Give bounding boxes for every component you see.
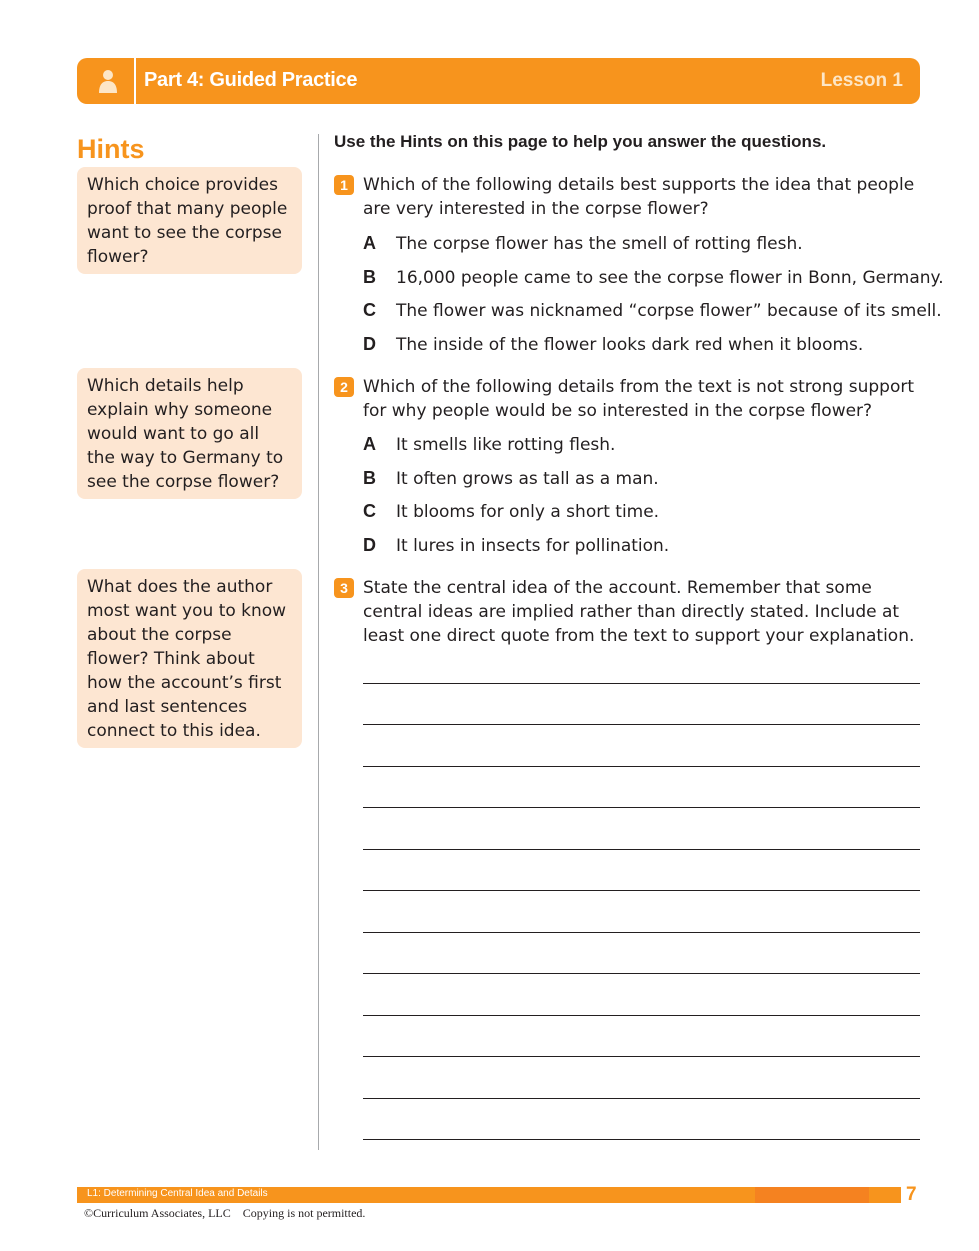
- copyright-notice: ©Curriculum Associates, LLC Copying is not permitted.: [84, 1206, 366, 1220]
- answer-line[interactable]: [363, 1098, 920, 1099]
- option-text: The flower was nicknamed “corpse flower” because of its smell.: [396, 301, 942, 321]
- person-icon: [95, 68, 121, 94]
- option-letter: D: [363, 334, 376, 354]
- option-text: It smells like rotting flesh.: [396, 435, 616, 455]
- hint-box-1: Which choice provides proof that many people want to see the corpse flower?: [77, 167, 302, 274]
- option-text: It lures in insects for pollination.: [396, 536, 670, 556]
- option-text: 16,000 people came to see the corpse flower in Bonn, Germany.: [396, 268, 944, 288]
- answer-line[interactable]: [363, 890, 920, 891]
- hints-title: Hints: [77, 134, 145, 164]
- answer-option[interactable]: [363, 533, 669, 558]
- answer-line[interactable]: [363, 807, 920, 808]
- header-banner: [77, 58, 920, 104]
- option-letter: C: [363, 501, 376, 521]
- footer-lesson-label: L1: Determining Central Idea and Details: [87, 1188, 268, 1199]
- footer-accent: [755, 1187, 869, 1203]
- answer-line[interactable]: [363, 724, 920, 725]
- header-divider: [134, 58, 136, 104]
- question-number-badge: 2: [334, 377, 354, 397]
- answer-line[interactable]: [363, 766, 920, 767]
- option-text: It blooms for only a short time.: [396, 502, 660, 522]
- answer-option[interactable]: [363, 432, 615, 457]
- answer-line[interactable]: [363, 849, 920, 850]
- answer-line[interactable]: [363, 1139, 920, 1140]
- part-title: Part 4: Guided Practice: [144, 69, 358, 91]
- column-divider: [318, 134, 319, 1150]
- question-number-badge: 1: [334, 175, 354, 195]
- answer-line[interactable]: [363, 932, 920, 933]
- option-letter: B: [363, 468, 376, 488]
- option-letter: C: [363, 300, 376, 320]
- lesson-label: Lesson 1: [820, 70, 903, 91]
- question-text: State the central idea of the account. Remember that some central ideas are implied rather than directly stated. Include at least one direct quote from the text to support your explanation.: [363, 578, 915, 646]
- question-text: Which of the following details from the text is not strong support for why people would be so interested in the corpse flower?: [363, 377, 915, 421]
- answer-line[interactable]: [363, 1056, 920, 1057]
- question-number-badge: 3: [334, 578, 354, 598]
- hint-box-2: Which details help explain why someone would want to go all the way to Germany to see the corpse flower?: [77, 368, 302, 499]
- answer-option[interactable]: [363, 231, 803, 256]
- answer-line[interactable]: [363, 1015, 920, 1016]
- answer-option[interactable]: [363, 466, 659, 491]
- footer-bar: [77, 1187, 901, 1203]
- option-letter: A: [363, 434, 376, 454]
- question-text: Which of the following details best supports the idea that people are very interested in the corpse flower?: [363, 175, 915, 219]
- option-text: The inside of the flower looks dark red when it blooms.: [396, 335, 864, 355]
- answer-option[interactable]: [363, 265, 944, 290]
- option-letter: D: [363, 535, 376, 555]
- instructions: Use the Hints on this page to help you answer the questions.: [334, 132, 827, 151]
- answer-option[interactable]: [363, 499, 659, 524]
- answer-line[interactable]: [363, 973, 920, 974]
- answer-option[interactable]: [363, 332, 863, 357]
- answer-line[interactable]: [363, 683, 920, 684]
- answer-option[interactable]: [363, 298, 942, 323]
- option-letter: A: [363, 233, 376, 253]
- option-text: The corpse flower has the smell of rotting flesh.: [396, 234, 803, 254]
- page-number: 7: [906, 1184, 917, 1205]
- option-letter: B: [363, 267, 376, 287]
- hint-box-3: What does the author most want you to know about the corpse flower? Think about how the account’s first and last sentences connect to this idea.: [77, 569, 302, 748]
- option-text: It often grows as tall as a man.: [396, 469, 659, 489]
